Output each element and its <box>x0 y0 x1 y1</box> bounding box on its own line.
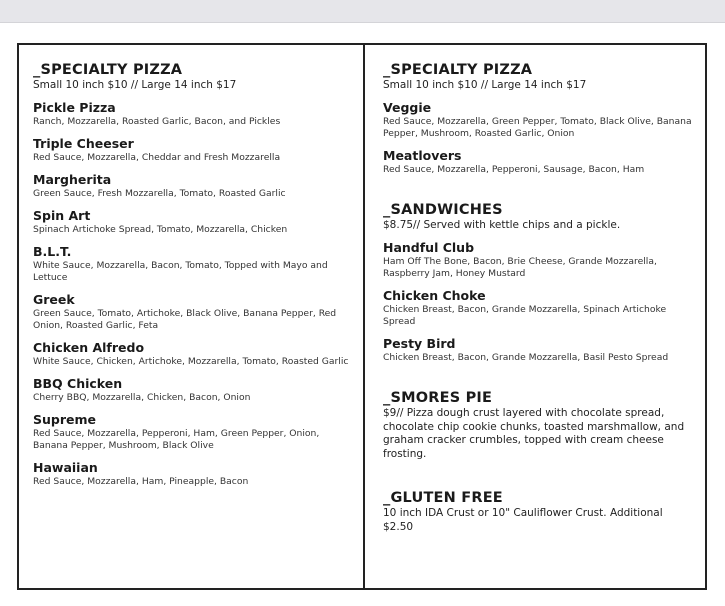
menu-item-handful-club <box>383 240 695 280</box>
item-description: Cherry BBQ, Mozzarella, Chicken, Bacon, Onion <box>33 392 251 403</box>
menu-item-margherita <box>33 172 353 200</box>
item-name: Triple Cheeser <box>33 136 134 151</box>
menu-item-pesty-bird <box>383 336 695 364</box>
item-name: Handful Club <box>383 240 475 255</box>
smores-pie-description: $9// Pizza dough crust layered with chocolate spread, chocolate chip cookie chunks, toasted marshmallow, and graham cracker crumbles, topped with cream cheese frosting. <box>383 407 685 460</box>
item-name: Greek <box>33 292 75 307</box>
section-pricing: Small 10 inch $10 // Large 14 inch $17 <box>33 79 237 91</box>
menu-item-bbq-chicken <box>33 376 353 404</box>
item-name: Chicken Choke <box>383 288 486 303</box>
menu-item-pickle-pizza <box>33 100 353 128</box>
item-description: Chicken Breast, Bacon, Grande Mozzarella, Basil Pesto Spread <box>383 352 669 363</box>
section-title-sandwiches: _SANDWICHES <box>383 202 503 218</box>
item-name: Margherita <box>33 172 112 187</box>
item-name: Hawaiian <box>33 460 98 475</box>
item-description: Red Sauce, Mozzarella, Ham, Pineapple, Bacon <box>33 476 249 487</box>
item-name: Chicken Alfredo <box>33 340 145 355</box>
item-description: Spinach Artichoke Spread, Tomato, Mozzarella, Chicken <box>33 224 288 235</box>
menu-item-chicken-choke <box>383 288 695 328</box>
item-description: Red Sauce, Mozzarella, Pepperoni, Sausage, Bacon, Ham <box>383 164 645 175</box>
item-name: Meatlovers <box>383 148 462 163</box>
item-name: B.L.T. <box>33 244 72 259</box>
item-name: Pickle Pizza <box>33 100 116 115</box>
section-pricing: $8.75// Served with kettle chips and a pickle. <box>383 219 621 231</box>
item-description: White Sauce, Mozzarella, Bacon, Tomato, Topped with Mayo and Lettuce <box>33 260 328 283</box>
section-pricing: Small 10 inch $10 // Large 14 inch $17 <box>383 79 587 91</box>
section-title-specialty-pizza: _SPECIALTY PIZZA <box>383 62 533 78</box>
item-name: Veggie <box>383 100 432 115</box>
item-name: Supreme <box>33 412 96 427</box>
section-title-specialty-pizza: _SPECIALTY PIZZA <box>33 62 183 78</box>
item-description: Red Sauce, Mozzarella, Pepperoni, Ham, Green Pepper, Onion, Banana Pepper, Mushroom, Black Olive <box>33 428 320 451</box>
left-column <box>19 45 365 588</box>
menu-card <box>17 43 707 590</box>
menu-item-spin-art <box>33 208 353 236</box>
item-name: BBQ Chicken <box>33 376 123 391</box>
menu-item-veggie <box>383 100 695 140</box>
item-name: Pesty Bird <box>383 336 456 351</box>
item-description: Red Sauce, Mozzarella, Green Pepper, Tomato, Black Olive, Banana Pepper, Mushroom, Roasted Garlic, Onion <box>383 116 692 139</box>
menu-item-triple-cheeser <box>33 136 353 164</box>
item-description: White Sauce, Chicken, Artichoke, Mozzarella, Tomato, Roasted Garlic <box>33 356 349 367</box>
item-name: Spin Art <box>33 208 91 223</box>
item-description: Ham Off The Bone, Bacon, Brie Cheese, Grande Mozzarella, Raspberry Jam, Honey Mustard <box>383 256 657 279</box>
right-column <box>365 45 705 588</box>
item-description: Green Sauce, Tomato, Artichoke, Black Olive, Banana Pepper, Red Onion, Roasted Garlic, Feta <box>33 308 337 331</box>
item-description: Chicken Breast, Bacon, Grande Mozzarella, Spinach Artichoke Spread <box>383 304 667 327</box>
section-title-smores-pie: _SMORES PIE <box>383 390 493 406</box>
browser-top-bar <box>0 0 725 23</box>
menu-item-chicken-alfredo <box>33 340 353 368</box>
section-title-gluten-free: _GLUTEN FREE <box>383 490 503 506</box>
menu-item-meatlovers <box>383 148 695 176</box>
item-description: Red Sauce, Mozzarella, Cheddar and Fresh Mozzarella <box>33 152 281 163</box>
menu-item-hawaiian <box>33 460 353 488</box>
menu-item-greek <box>33 292 353 332</box>
menu-item-supreme <box>33 412 353 452</box>
menu-item-blt <box>33 244 353 284</box>
item-description: Green Sauce, Fresh Mozzarella, Tomato, Roasted Garlic <box>33 188 286 199</box>
item-description: Ranch, Mozzarella, Roasted Garlic, Bacon, and Pickles <box>33 116 281 127</box>
gluten-free-description: 10 inch IDA Crust or 10" Cauliflower Crust. Additional $2.50 <box>383 507 663 533</box>
